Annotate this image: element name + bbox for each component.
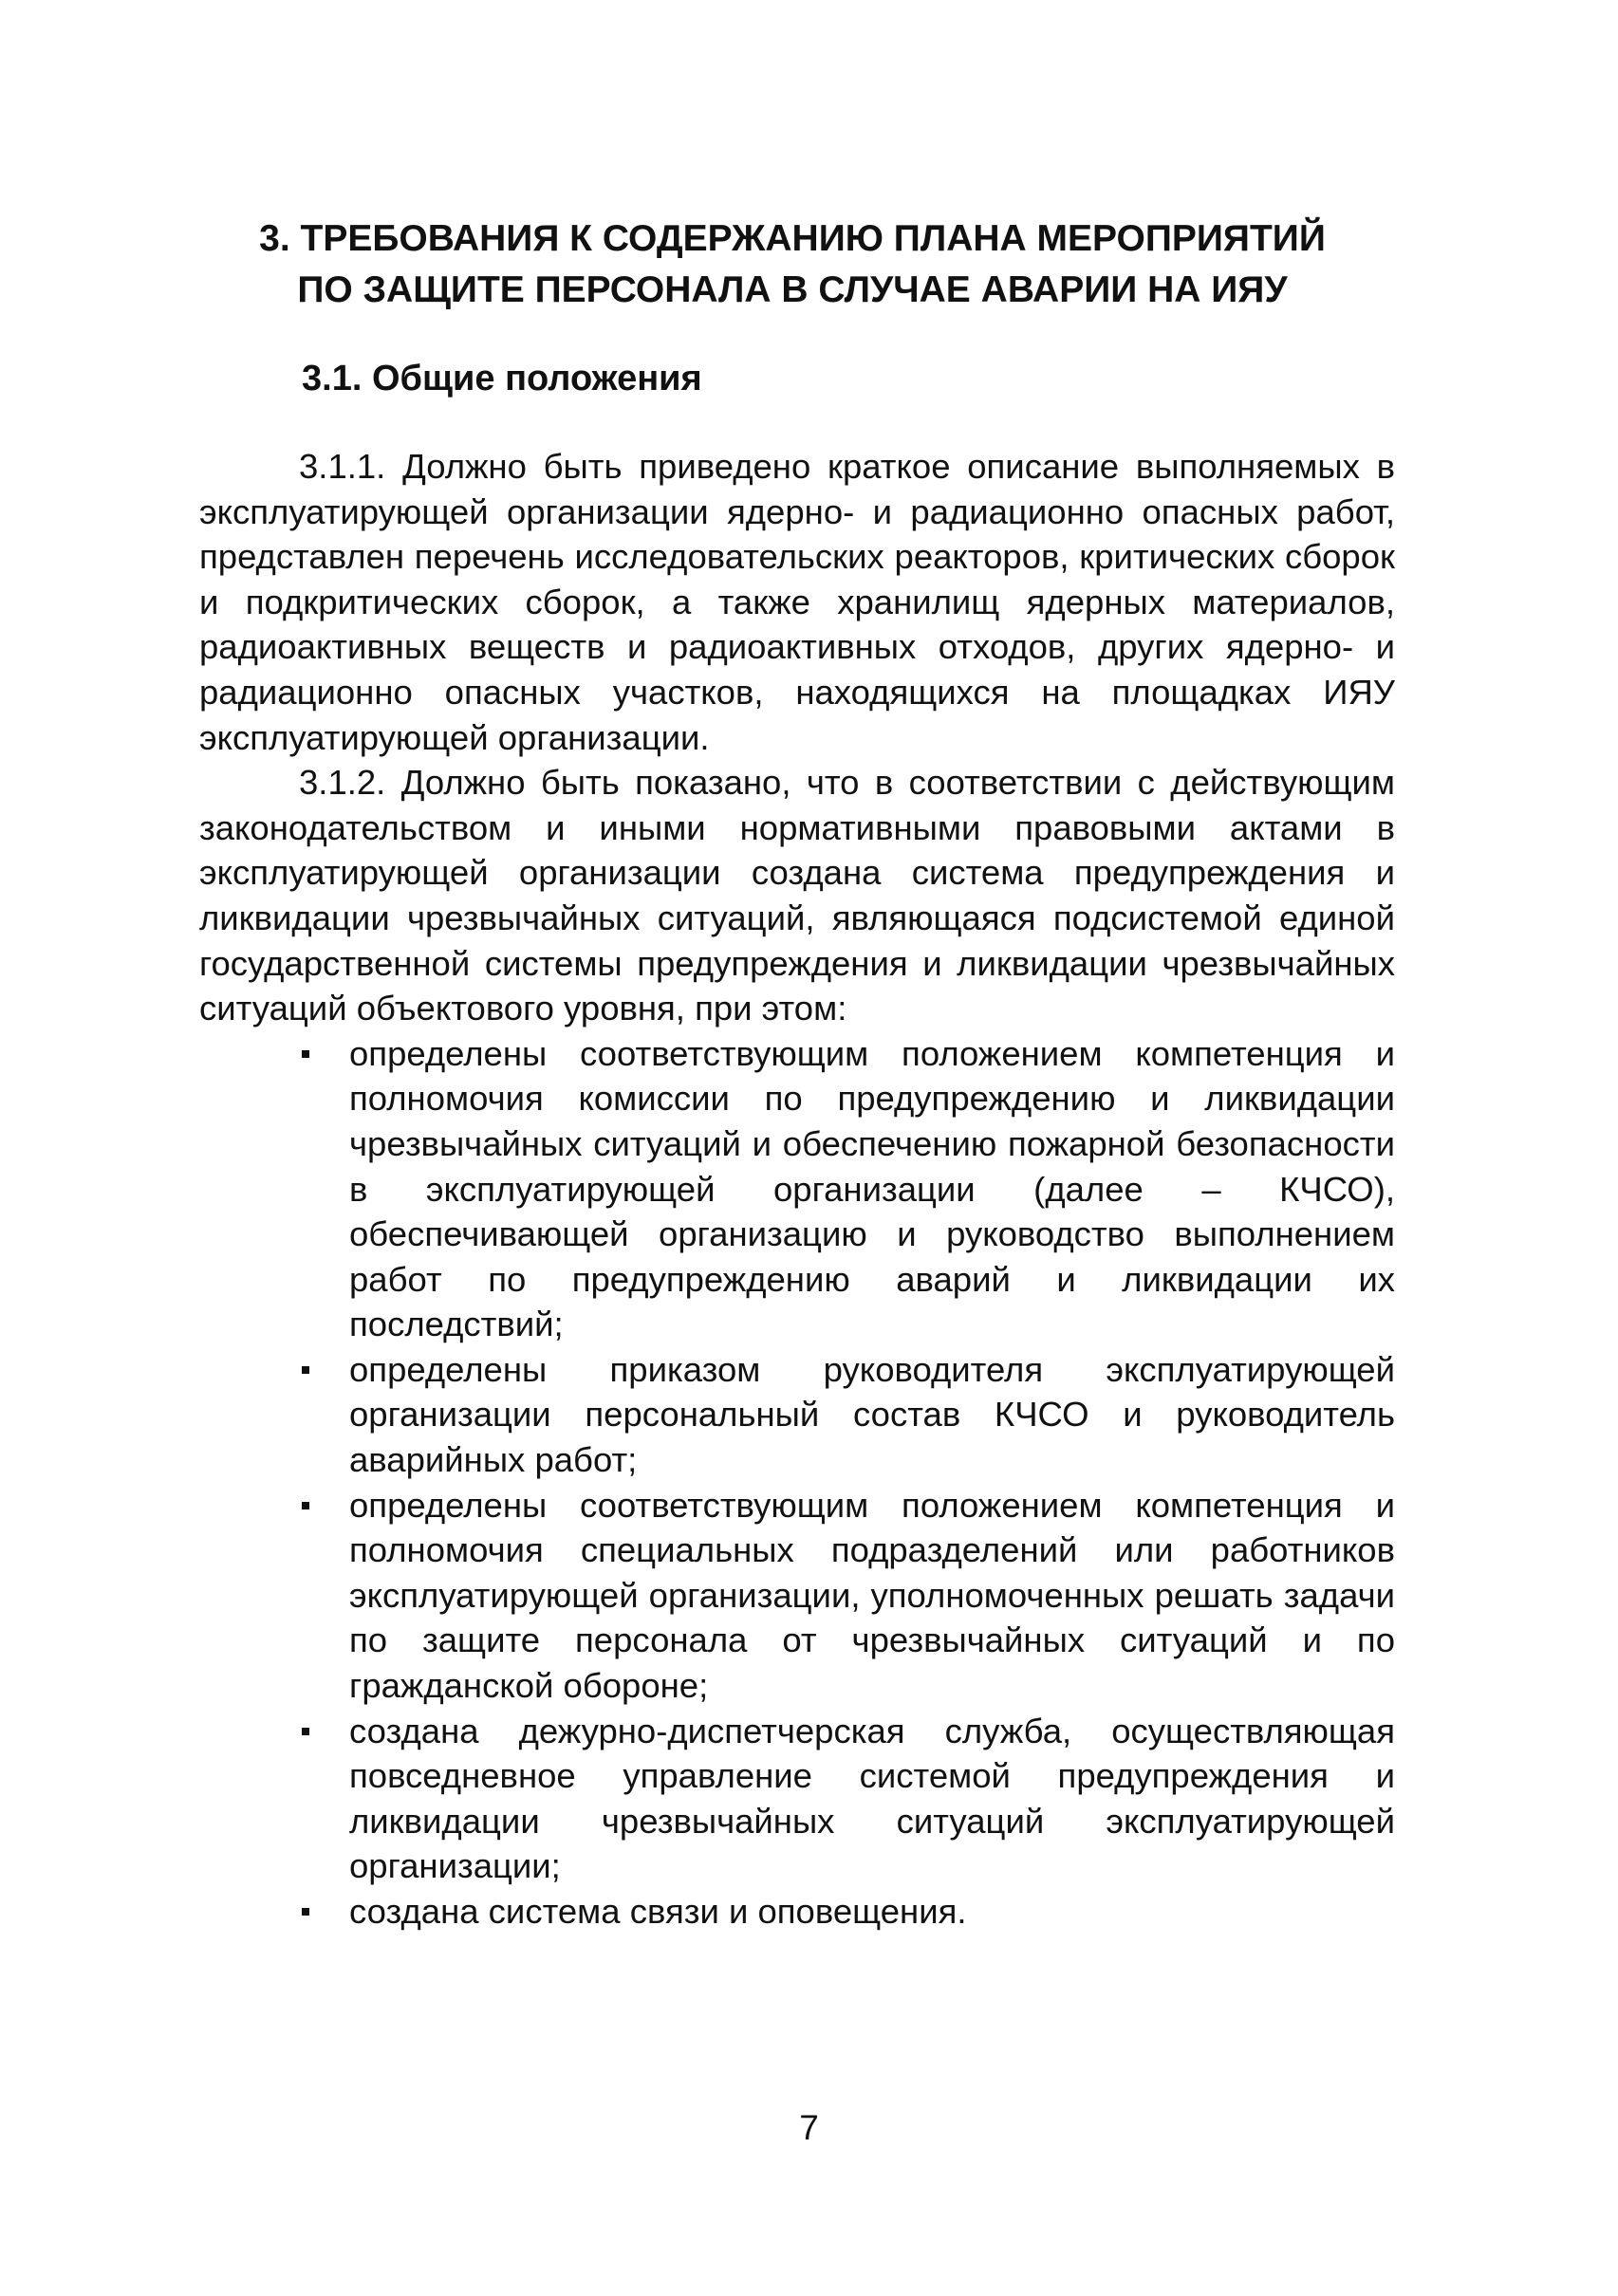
list-item xyxy=(199,1031,1395,1347)
chapter-title xyxy=(171,213,1414,316)
list-item xyxy=(199,1889,1395,1935)
chapter-title-line-2: ПО ЗАЩИТЕ ПЕРСОНАЛА В СЛУЧАЕ АВАРИИ НА ИЯУ xyxy=(297,269,1288,310)
bullet-marker-icon xyxy=(302,1502,309,1509)
paragraph-text: Должно быть приведено краткое описание выполняемых в эксплуатирующей организации ядерно- и радиационно опасных работ, представлен перечень исследовательских реакторов, критических сборок и подкритических сборок, а также хранилищ ядерных материалов, радиоактивных веществ и радиоактивных отходов, других ядерно- и радиационно опасных участков, находящихся на площадках ИЯУ эксплуатирующей организации. xyxy=(199,447,1395,757)
section-heading: 3.1. Общие положения xyxy=(302,359,702,398)
bullet-list xyxy=(199,1031,1395,1935)
paragraph-3-1-2 xyxy=(199,760,1395,1031)
paragraph-text: Должно быть показано, что в соответствии с действующим законодательством и иными нормативными правовыми актами в эксплуатирующей организации создана система предупреждения и ликвидации чрезвычайных ситуаций, являющаяся подсистемой единой государственной системы предупреждения и ликвидации чрезвычайных ситуаций объектового уровня, при этом: xyxy=(199,763,1395,1028)
bullet-marker-icon xyxy=(302,1366,309,1374)
list-item xyxy=(199,1709,1395,1889)
list-item-text: определены соответствующим положением компетенция и полномочия специальных подразделений или работников эксплуатирующей организации, уполномоченных решать задачи по защите персонала от чрезвычайных ситуаций и по гражданской обороне; xyxy=(349,1485,1395,1706)
list-item-text: создана система связи и оповещения. xyxy=(349,1892,967,1931)
list-item xyxy=(199,1347,1395,1483)
chapter-title-line-1: 3. ТРЕБОВАНИЯ К СОДЕРЖАНИЮ ПЛАНА МЕРОПРИЯТИЙ xyxy=(259,218,1326,259)
bullet-marker-icon xyxy=(302,1050,309,1058)
bullet-marker-icon xyxy=(302,1908,309,1916)
paragraph-number: 3.1.2. xyxy=(299,763,386,803)
list-item-text: определены соответствующим положением компетенция и полномочия комиссии по предупреждению и ликвидации чрезвычайных ситуаций и обеспечению пожарной безопасности в эксплуатирующей организации (далее – КЧСО), обеспечивающей организацию и руководство выполнением работ по предупреждению аварий и ликвидации их последствий; xyxy=(349,1033,1395,1344)
page-number: 7 xyxy=(799,2108,819,2147)
bullet-marker-icon xyxy=(302,1728,309,1735)
document-body xyxy=(199,444,1395,1935)
paragraph-3-1-1 xyxy=(199,444,1395,760)
list-item-text: определены приказом руководителя эксплуатирующей организации персональный состав КЧСО и руководитель аварийных работ; xyxy=(349,1349,1395,1480)
list-item xyxy=(199,1483,1395,1709)
paragraph-number: 3.1.1. xyxy=(299,447,386,486)
list-item-text: создана дежурно-диспетчерская служба, осуществляющая повседневное управление системой предупреждения и ликвидации чрезвычайных ситуаций эксплуатирующей организации; xyxy=(349,1711,1395,1886)
